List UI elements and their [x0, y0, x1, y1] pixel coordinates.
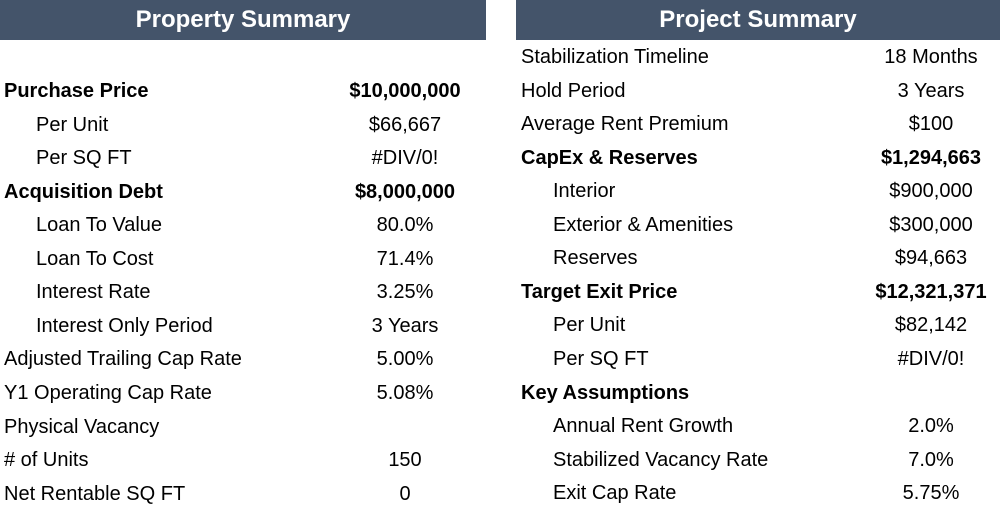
row-value: 150 [388, 449, 422, 472]
table-row [0, 176, 486, 209]
row-value: $900,000 [889, 180, 973, 203]
table-row [0, 276, 486, 309]
table-row [516, 175, 1000, 208]
row-value: 0 [399, 482, 411, 505]
row-value: 3 Years [897, 79, 965, 102]
row-label: Key Assumptions [521, 381, 690, 404]
property-summary-panel [0, 0, 486, 505]
row-label: Net Rentable SQ FT [4, 482, 186, 505]
row-label: # of Units [4, 449, 89, 472]
table-row [516, 242, 1000, 275]
row-label: Interest Rate [36, 281, 151, 304]
row-value: $300,000 [889, 213, 973, 236]
row-value: 5.08% [376, 381, 434, 404]
table-row [0, 209, 486, 242]
row-value: 80.0% [376, 214, 434, 237]
row-label: Average Rent Premium [521, 113, 729, 136]
property-summary-header: Property Summary [0, 0, 486, 40]
row-label: Loan To Value [36, 214, 163, 237]
row-label: Acquisition Debt [4, 180, 163, 203]
row-label: Reserves [553, 247, 638, 270]
table-row [516, 343, 1000, 376]
row-value: $82,142 [894, 314, 968, 337]
row-label: Per Unit [553, 314, 626, 337]
row-label: Interior [553, 180, 616, 203]
row-value: $1,294,663 [880, 146, 982, 169]
table-row [0, 75, 486, 108]
row-value: $8,000,000 [354, 180, 456, 203]
table-row [0, 478, 486, 511]
table-row [0, 377, 486, 410]
table-row [516, 309, 1000, 342]
row-value: $12,321,371 [875, 280, 987, 303]
table-row [0, 343, 486, 376]
row-value: 3 Years [371, 314, 439, 337]
row-label: Annual Rent Growth [553, 415, 734, 438]
table-row [516, 209, 1000, 242]
row-value: 71.4% [376, 247, 434, 270]
table-row [516, 276, 1000, 309]
row-label: Per SQ FT [36, 147, 132, 170]
row-label: Adjusted Trailing Cap Rate [4, 348, 242, 371]
row-label: Y1 Operating Cap Rate [4, 381, 212, 404]
project-summary-header: Project Summary [516, 0, 1000, 40]
row-label: Interest Only Period [36, 314, 213, 337]
table-row [516, 108, 1000, 141]
project-summary-panel [516, 0, 1000, 505]
table-row [0, 142, 486, 175]
row-value: #DIV/0! [897, 347, 965, 370]
table-row [516, 444, 1000, 477]
table-row [0, 243, 486, 276]
row-label: Stabilized Vacancy Rate [553, 448, 769, 471]
table-row [0, 109, 486, 142]
table-row [516, 75, 1000, 108]
row-value: 2.0% [908, 415, 954, 438]
table-row [516, 410, 1000, 443]
table-row [0, 411, 486, 444]
row-label: Target Exit Price [521, 280, 678, 303]
row-label: Per Unit [36, 113, 109, 136]
row-value: $10,000,000 [349, 80, 461, 102]
row-label: Physical Vacancy [4, 415, 160, 438]
row-value: 7.0% [908, 448, 954, 471]
row-value: 3.25% [376, 281, 434, 304]
row-label: Purchase Price [4, 80, 149, 102]
row-label: Per SQ FT [553, 347, 649, 370]
row-value: $100 [908, 113, 954, 136]
row-label: CapEx & Reserves [521, 146, 698, 169]
row-label: Stabilization Timeline [521, 46, 709, 68]
row-value: $94,663 [894, 247, 968, 270]
row-value: 5.00% [376, 348, 434, 371]
row-label: Exterior & Amenities [553, 213, 734, 236]
table-row [0, 310, 486, 343]
row-value: #DIV/0! [371, 147, 439, 170]
row-label: Exit Cap Rate [553, 482, 677, 505]
table-row [516, 41, 1000, 74]
table-row [516, 477, 1000, 510]
table-row [516, 142, 1000, 175]
table-row [0, 444, 486, 477]
row-value: $66,667 [368, 113, 442, 136]
row-value: 5.75% [902, 482, 960, 505]
row-label: Hold Period [521, 79, 626, 102]
table-row [516, 377, 1000, 410]
row-value: 18 Months [884, 46, 978, 68]
row-label: Loan To Cost [36, 247, 154, 270]
